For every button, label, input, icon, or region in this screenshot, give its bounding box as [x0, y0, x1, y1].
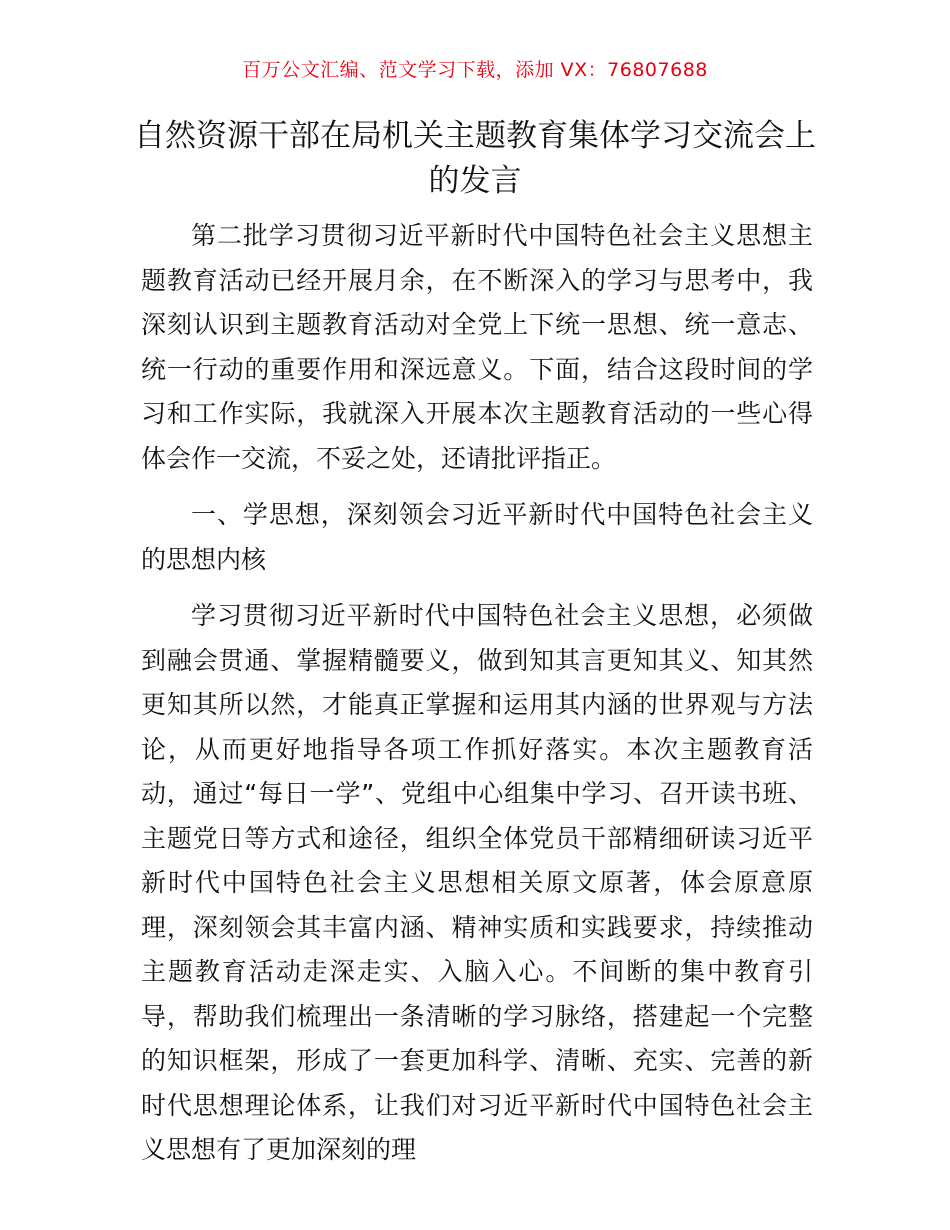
paragraph-section-1: 学习贯彻习近平新时代中国特色社会主义思想，必须做到融会贯通、掌握精髓要义，做到知其言更知其义、知其然更知其所以然，才能真正掌握和运用其内涵的世界观与方法论，从而更好地指导各项工作抓好落实。本次主题教育活动，通过“每日一学”、党组中心组集中学习、召开读书班、主题党日等方式和途径，组织全体党员干部精细研读习近平新时代中国特色社会主义思想相关原文原著，体会原意原理，深刻领会其丰富内涵、精神实质和实践要求，持续推动主题教育活动走深走实、入脑入心。不间断的集中教育引导，帮助我们梳理出一条清晰的学习脉络，搭建起一个完整的知识框架，形成了一套更加科学、清晰、充实、完善的新时代思想理论体系，让我们对习近平新时代中国特色社会主义思想有了更加深刻的理: [141, 601, 813, 1164]
promo-header: 百万公文汇编、范文学习下载，添加 VX：76807688: [242, 59, 708, 81]
paragraph-intro: 第二批学习贯彻习近平新时代中国特色社会主义思想主题教育活动已经开展月余，在不断深入的学习与思考中，我深刻认识到主题教育活动对全党上下统一思想、统一意志、统一行动的重要作用和深远意义。下面，结合这段时间的学习和工作实际，我就深入开展本次主题教育活动的一些心得体会作一交流，不妥之处，还请批评指正。: [141, 221, 813, 473]
document-body: [141, 214, 813, 1185]
section-heading-1: 一、学思想，深刻领会习近平新时代中国特色社会主义的思想内核: [141, 500, 813, 574]
document-title: 自然资源干部在局机关主题教育集体学习交流会上的发言: [134, 118, 816, 199]
